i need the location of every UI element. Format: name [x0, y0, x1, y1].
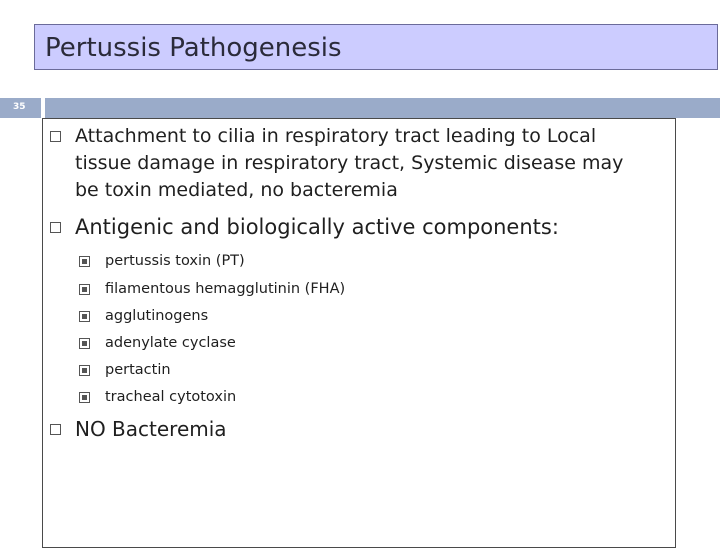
sub-bullet-text: pertussis toxin (PT) — [105, 253, 245, 269]
bullet-text: NO Bacteremia — [75, 417, 227, 441]
filled-square-bullet-icon — [79, 284, 90, 295]
filled-square-bullet-icon — [79, 392, 90, 403]
slide-title-box — [34, 24, 718, 70]
slide-number-bar — [0, 98, 41, 118]
square-bullet-icon — [50, 424, 61, 435]
square-bullet-icon — [50, 222, 61, 233]
bullet-text: Attachment to cilia in respiratory tract leading to Local tissue damage in respiratory tract, Systemic disease may be toxin mediated, no bacteremia — [75, 125, 624, 201]
slide-number: 35 — [13, 102, 26, 112]
filled-square-bullet-icon — [79, 256, 90, 267]
sub-bullet-text: adenylate cyclase — [105, 335, 236, 351]
sub-bullet-text: agglutinogens — [105, 308, 209, 324]
sub-bullet-text: filamentous hemagglutinin (FHA) — [105, 281, 346, 297]
filled-square-bullet-icon — [79, 365, 90, 376]
slide-title: Pertussis Pathogenesis — [45, 33, 342, 63]
sub-bullet-text: pertactin — [105, 362, 171, 378]
sub-bullet-text: tracheal cytotoxin — [105, 389, 237, 405]
square-bullet-icon — [50, 131, 61, 142]
filled-square-bullet-icon — [79, 311, 90, 322]
accent-bar — [45, 98, 720, 118]
filled-square-bullet-icon — [79, 338, 90, 349]
bullet-text: Antigenic and biologically active components: — [75, 215, 559, 239]
